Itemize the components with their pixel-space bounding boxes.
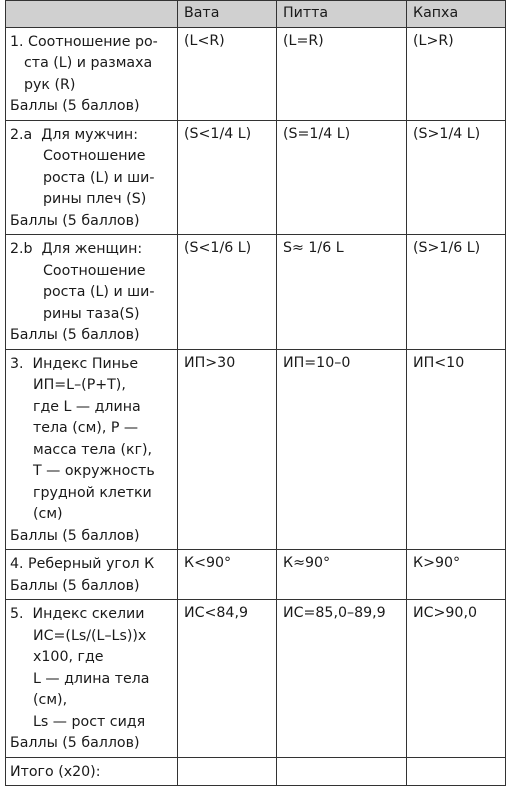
kapha-cell: ИП<10 — [407, 349, 506, 550]
pitta-total-cell — [277, 757, 407, 786]
criterion-cell — [6, 600, 178, 758]
criterion-cell — [6, 120, 178, 235]
criterion-cell — [6, 349, 178, 550]
score-label: Баллы (5 баллов) — [10, 527, 140, 544]
criterion-line: рук (R) — [24, 76, 76, 93]
criterion-line: x100, где — [33, 649, 104, 665]
criterion-line: тела (см), P — — [33, 420, 139, 436]
kapha-cell: (S>1/6 L) — [407, 235, 506, 350]
vata-cell: К<90° — [178, 550, 277, 600]
vata-cell: ИП>30 — [178, 349, 277, 550]
kapha-cell: (S>1/4 L) — [407, 120, 506, 235]
criterion-line: рины таза(S) — [43, 305, 140, 322]
kapha-total-cell — [407, 757, 506, 786]
total-label — [6, 757, 178, 786]
pitta-cell: ИП=10–0 — [277, 349, 407, 550]
score-label: Баллы (5 баллов) — [10, 577, 140, 594]
criterion-line: Соотношение — [43, 262, 146, 279]
criterion-line: где L — длина — [33, 398, 141, 415]
criterion-cell — [6, 550, 178, 600]
pitta-cell: (L=R) — [277, 27, 407, 120]
criterion-line: Ls — рост сидя — [33, 713, 146, 730]
vata-cell: (S<1/4 L) — [178, 120, 277, 235]
criterion-line: 4. Реберный угол К — [10, 556, 155, 572]
total-label-text: Итого (x20): — [10, 763, 101, 780]
table-row — [6, 235, 506, 350]
criterion-line: роста (L) и ши- — [43, 284, 155, 300]
table-header-row — [6, 1, 506, 28]
pitta-cell: (S=1/4 L) — [277, 120, 407, 235]
pitta-cell: К≈90° — [277, 550, 407, 600]
table-row — [6, 349, 506, 550]
criterion-line: 2.b Для женщин: — [10, 241, 143, 257]
criterion-line: ИП=L–(P+T), — [33, 377, 126, 393]
score-label: Баллы (5 баллов) — [10, 98, 140, 114]
vata-total-cell — [178, 757, 277, 786]
criterion-line: ста (L) и размаха — [24, 55, 153, 71]
criterion-line: грудной клетки — [33, 484, 152, 501]
table-row — [6, 27, 506, 120]
criterion-line: 5. Индекс скелии — [10, 606, 145, 622]
kapha-cell: (L>R) — [407, 27, 506, 120]
score-label: Баллы (5 баллов) — [10, 735, 140, 751]
criterion-line: 1. Соотношение ро- — [10, 33, 158, 50]
criterion-line: рины плеч (S) — [43, 191, 147, 207]
total-row — [6, 757, 506, 786]
dosha-assessment-table — [5, 0, 506, 786]
criterion-cell — [6, 235, 178, 350]
criterion-line: (см), — [33, 692, 68, 708]
criterion-line: T — окружность — [33, 463, 155, 479]
kapha-cell: К>90° — [407, 550, 506, 600]
header-vata: Вата — [178, 1, 277, 28]
pitta-cell: S≈ 1/6 L — [277, 235, 407, 350]
table-row — [6, 600, 506, 758]
table-row — [6, 550, 506, 600]
pitta-cell: ИС=85,0–89,9 — [277, 600, 407, 758]
vata-cell: ИС<84,9 — [178, 600, 277, 758]
criterion-line: роста (L) и ши- — [43, 169, 155, 186]
criterion-cell — [6, 27, 178, 120]
table-row — [6, 120, 506, 235]
header-kapha: Капха — [407, 1, 506, 28]
score-label: Баллы (5 баллов) — [10, 212, 140, 229]
kapha-cell: ИС>90,0 — [407, 600, 506, 758]
criterion-line: Соотношение — [43, 148, 146, 164]
criterion-line: 3. Индекс Пинье — [10, 355, 139, 372]
score-label: Баллы (5 баллов) — [10, 327, 140, 343]
criterion-line: 2.a Для мужчин: — [10, 126, 138, 143]
criterion-line: ИС=(Ls/(L–Ls))x — [33, 627, 147, 644]
criterion-line: L — длина тела — [33, 670, 150, 687]
header-pitta: Питта — [277, 1, 407, 28]
criterion-line: (см) — [33, 506, 63, 522]
header-criterion — [6, 1, 178, 28]
vata-cell: (S<1/6 L) — [178, 235, 277, 350]
criterion-line: масса тела (кг), — [33, 441, 153, 458]
vata-cell: (L<R) — [178, 27, 277, 120]
